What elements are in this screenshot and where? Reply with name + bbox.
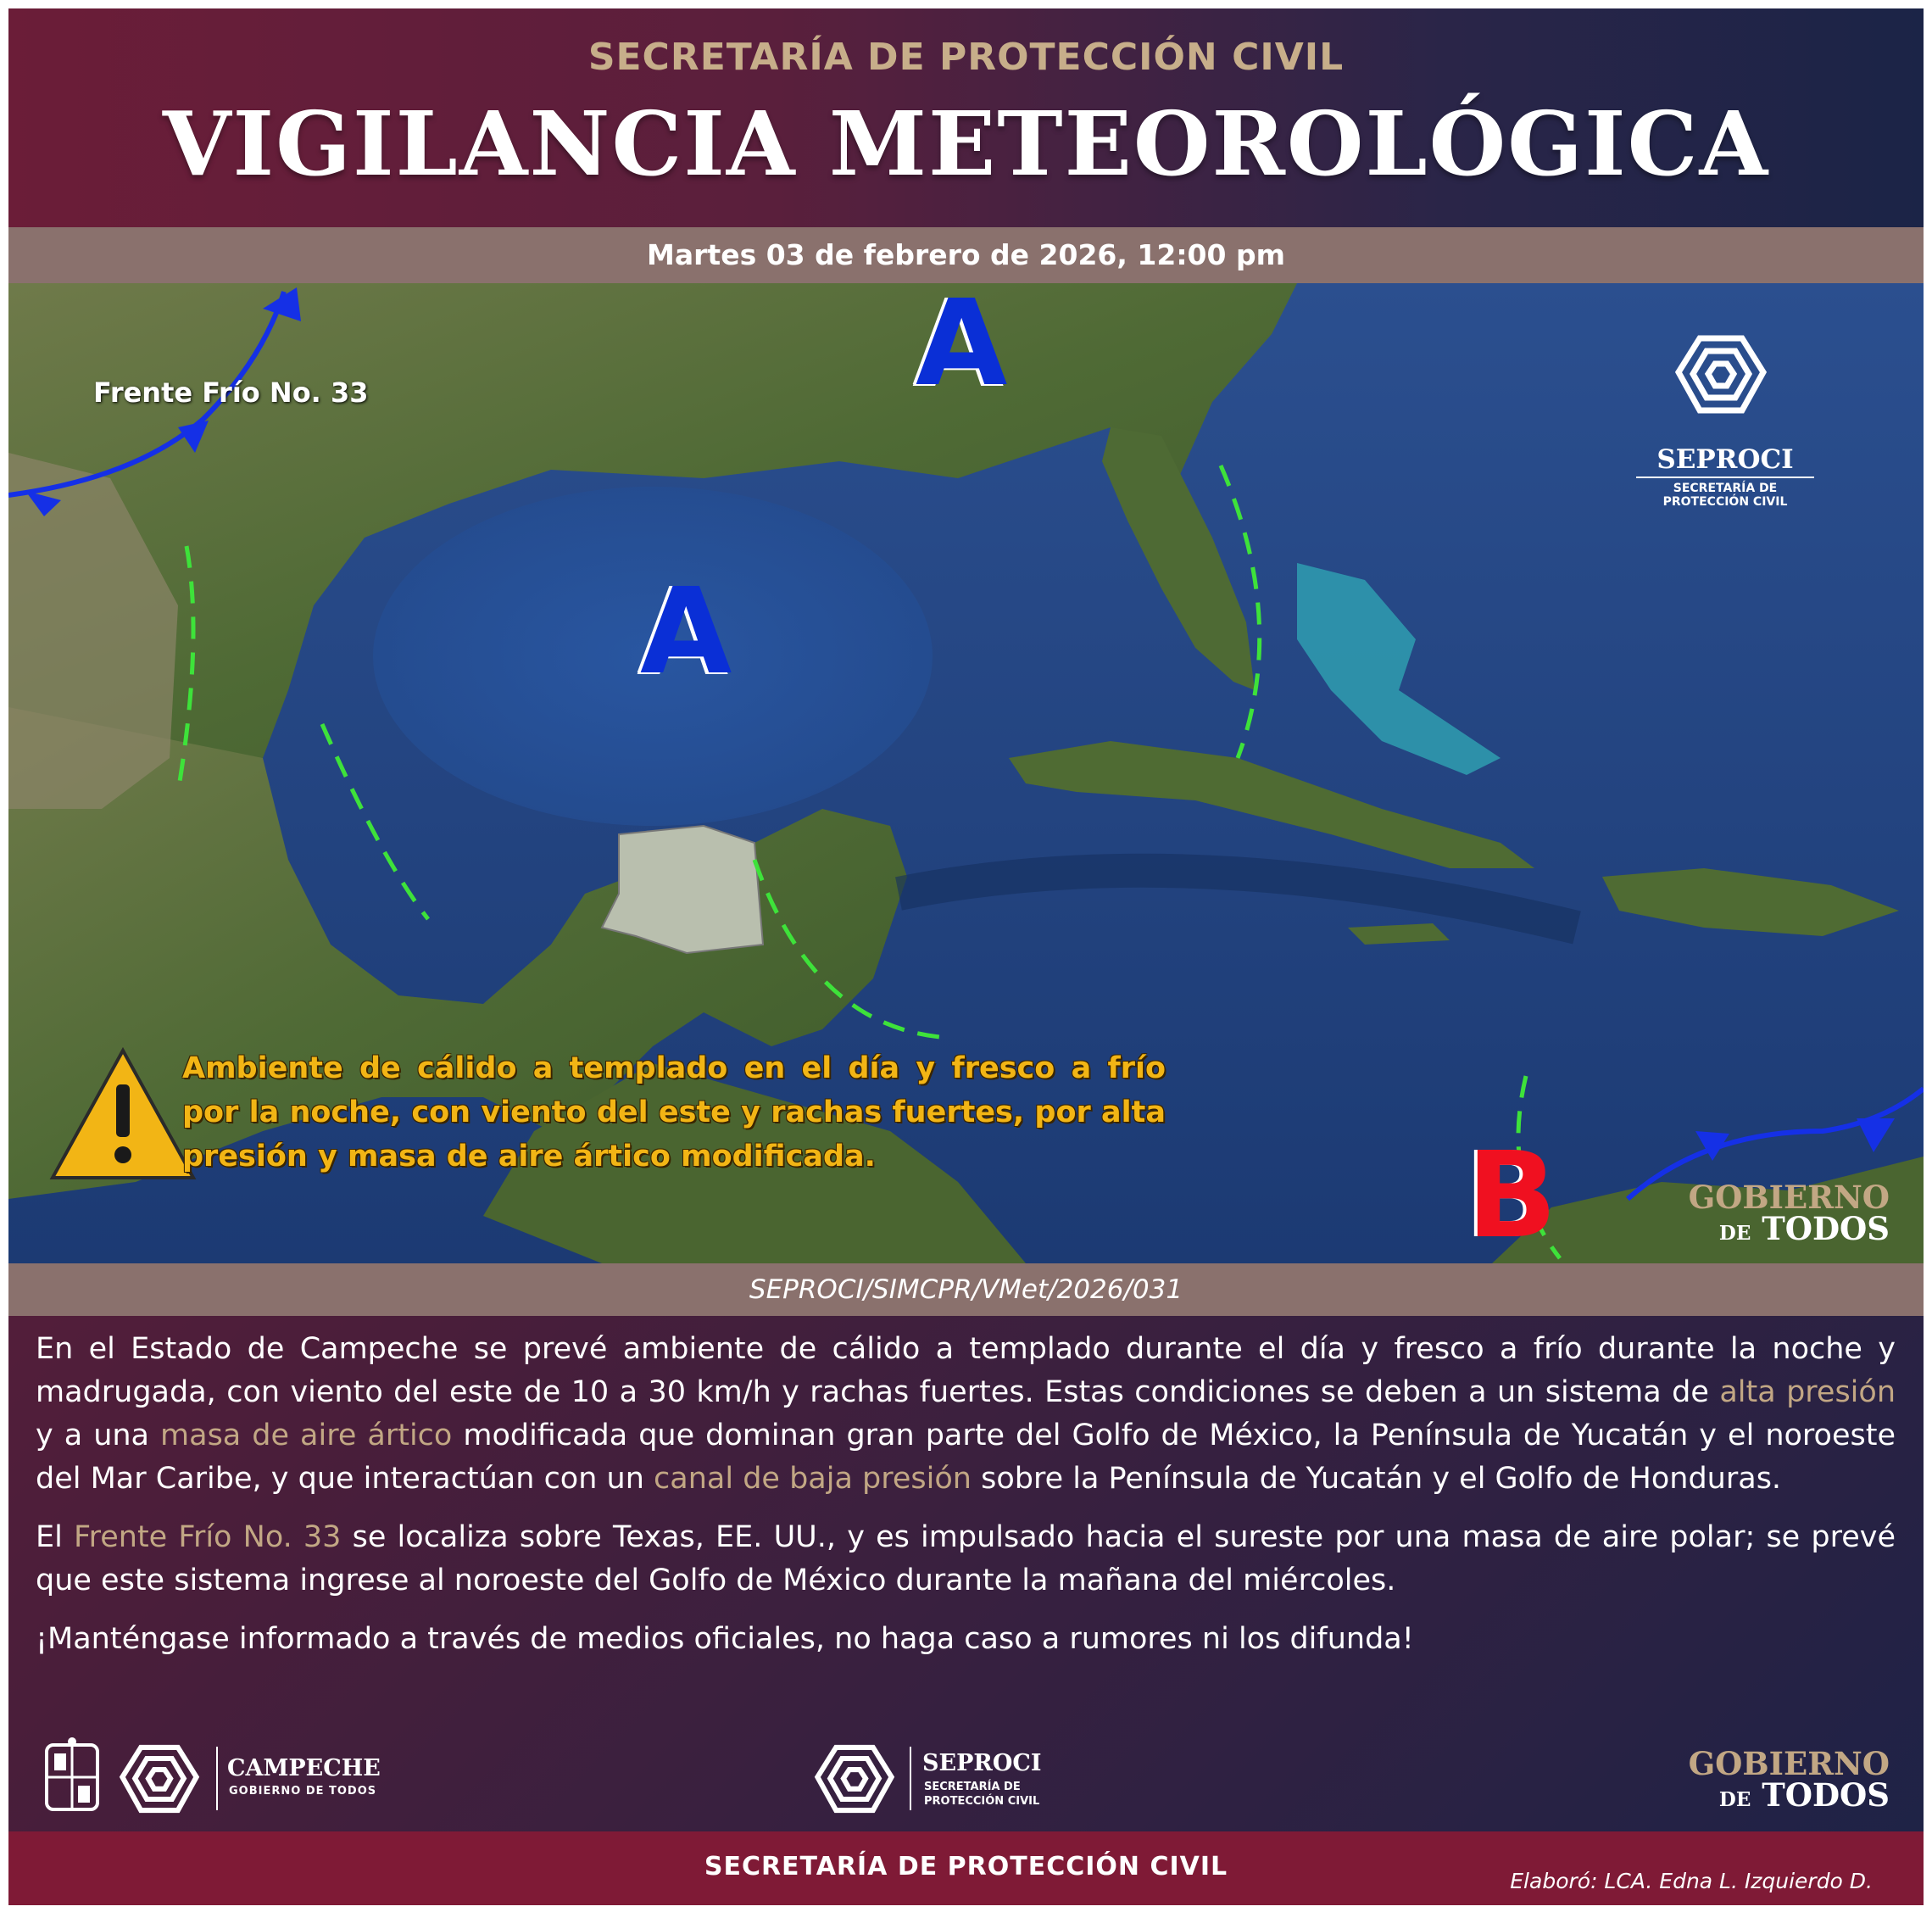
text-span: sobre la Península de Yucatán y el Golfo de Honduras.	[971, 1462, 1782, 1496]
seproci-footer-line2: PROTECCIÓN CIVIL	[924, 1795, 1040, 1808]
header	[8, 8, 1924, 227]
logo-divider	[910, 1747, 911, 1810]
bottom-bar	[8, 1831, 1924, 1905]
gobierno-map-logo	[1688, 1179, 1890, 1247]
highlight-front: Frente Frío No. 33	[74, 1520, 342, 1554]
campeche-state	[602, 826, 763, 953]
bottom-agency-title: SECRETARÍA DE PROTECCIÓN CIVIL	[704, 1852, 1228, 1881]
seproci-line2: PROTECCIÓN CIVIL	[1662, 495, 1788, 509]
logo-divider	[216, 1747, 218, 1810]
gobierno-de: DE	[1718, 1788, 1751, 1811]
text-span: En el Estado de Campeche se prevé ambiente de cálido a templado durante el día y fresco a frío durante la noche y madrugada, con viento del este de 10 a 30 km/h y rachas fuertes. Estas condiciones se deben a un sistema de	[36, 1332, 1896, 1409]
campeche-hexagon-icon	[119, 1738, 200, 1820]
seproci-name: SEPROCI	[1636, 444, 1814, 478]
footer-logos	[8, 1730, 1924, 1831]
agency-subtitle: SECRETARÍA DE PROTECCIÓN CIVIL	[587, 36, 1345, 79]
bulletin	[8, 8, 1924, 1905]
seproci-map-logo	[1636, 444, 1814, 509]
gobierno-line2: TODOS	[1762, 1776, 1890, 1814]
seproci-hexagon-icon	[814, 1738, 895, 1820]
gobierno-line1: GOBIERNO	[1688, 1179, 1890, 1216]
seproci-footer-name: SEPROCI	[922, 1750, 1042, 1776]
date-bar: Martes 03 de febrero de 2026, 12:00 pm	[8, 227, 1924, 283]
seproci-footer-line1: SECRETARÍA DE	[924, 1781, 1021, 1793]
highlight-high-pressure: alta presión	[1719, 1375, 1896, 1409]
campeche-sub: GOBIERNO DE TODOS	[229, 1785, 377, 1798]
high-pressure-label: A	[916, 283, 1008, 413]
bulletin-body	[36, 1328, 1896, 1676]
paragraph-front	[36, 1516, 1896, 1603]
high-pressure-label: A	[640, 563, 732, 701]
warning-text: Ambiente de cálido a templado en el día y fresco a frío por la noche, con viento del este y rachas fuertes, por alta presión y masa de aire ártico modificada.	[182, 1051, 1166, 1173]
reference-bar: SEPROCI/SIMCPR/VMet/2026/031	[8, 1263, 1924, 1316]
front-label: Frente Frío No. 33	[93, 376, 369, 409]
seproci-line1: SECRETARÍA DE	[1673, 482, 1778, 495]
low-pressure-label: B	[1467, 1127, 1557, 1263]
paragraph-advice: ¡Manténgase informado a través de medios oficiales, no haga caso a rumores ni los difunda!	[36, 1622, 1414, 1656]
highlight-air-mass: masa de aire ártico	[160, 1419, 453, 1452]
gobierno-footer-logo	[1688, 1745, 1890, 1814]
campeche-crest-icon	[42, 1736, 102, 1818]
text-span: se localiza sobre Texas, EE. UU., y es impulsado hacia el sureste por una masa de aire polar; se prevé que este sistema ingrese al noroeste del Golfo de México durante la mañana del miércoles.	[36, 1520, 1896, 1597]
page-title: VIGILANCIA METEOROLÓGICA	[162, 92, 1770, 196]
author-credit: Elaboró: LCA. Edna L. Izquierdo D.	[1510, 1869, 1873, 1893]
highlight-trough: canal de baja presión	[654, 1462, 972, 1496]
text-span: El	[36, 1520, 75, 1554]
paragraph-conditions	[36, 1328, 1896, 1501]
gobierno-line1: GOBIERNO	[1688, 1745, 1890, 1782]
text-span: y a una	[36, 1419, 161, 1452]
weather-map	[8, 283, 1924, 1263]
campeche-name: CAMPECHE	[227, 1755, 381, 1781]
gobierno-line2: TODOS	[1762, 1210, 1890, 1247]
text-span: modificada que dominan gran parte del Golfo de México, la Península de Yucatán y el noroeste del Mar Caribe, y que interactúan con un	[36, 1419, 1896, 1496]
gobierno-de: DE	[1718, 1222, 1751, 1245]
